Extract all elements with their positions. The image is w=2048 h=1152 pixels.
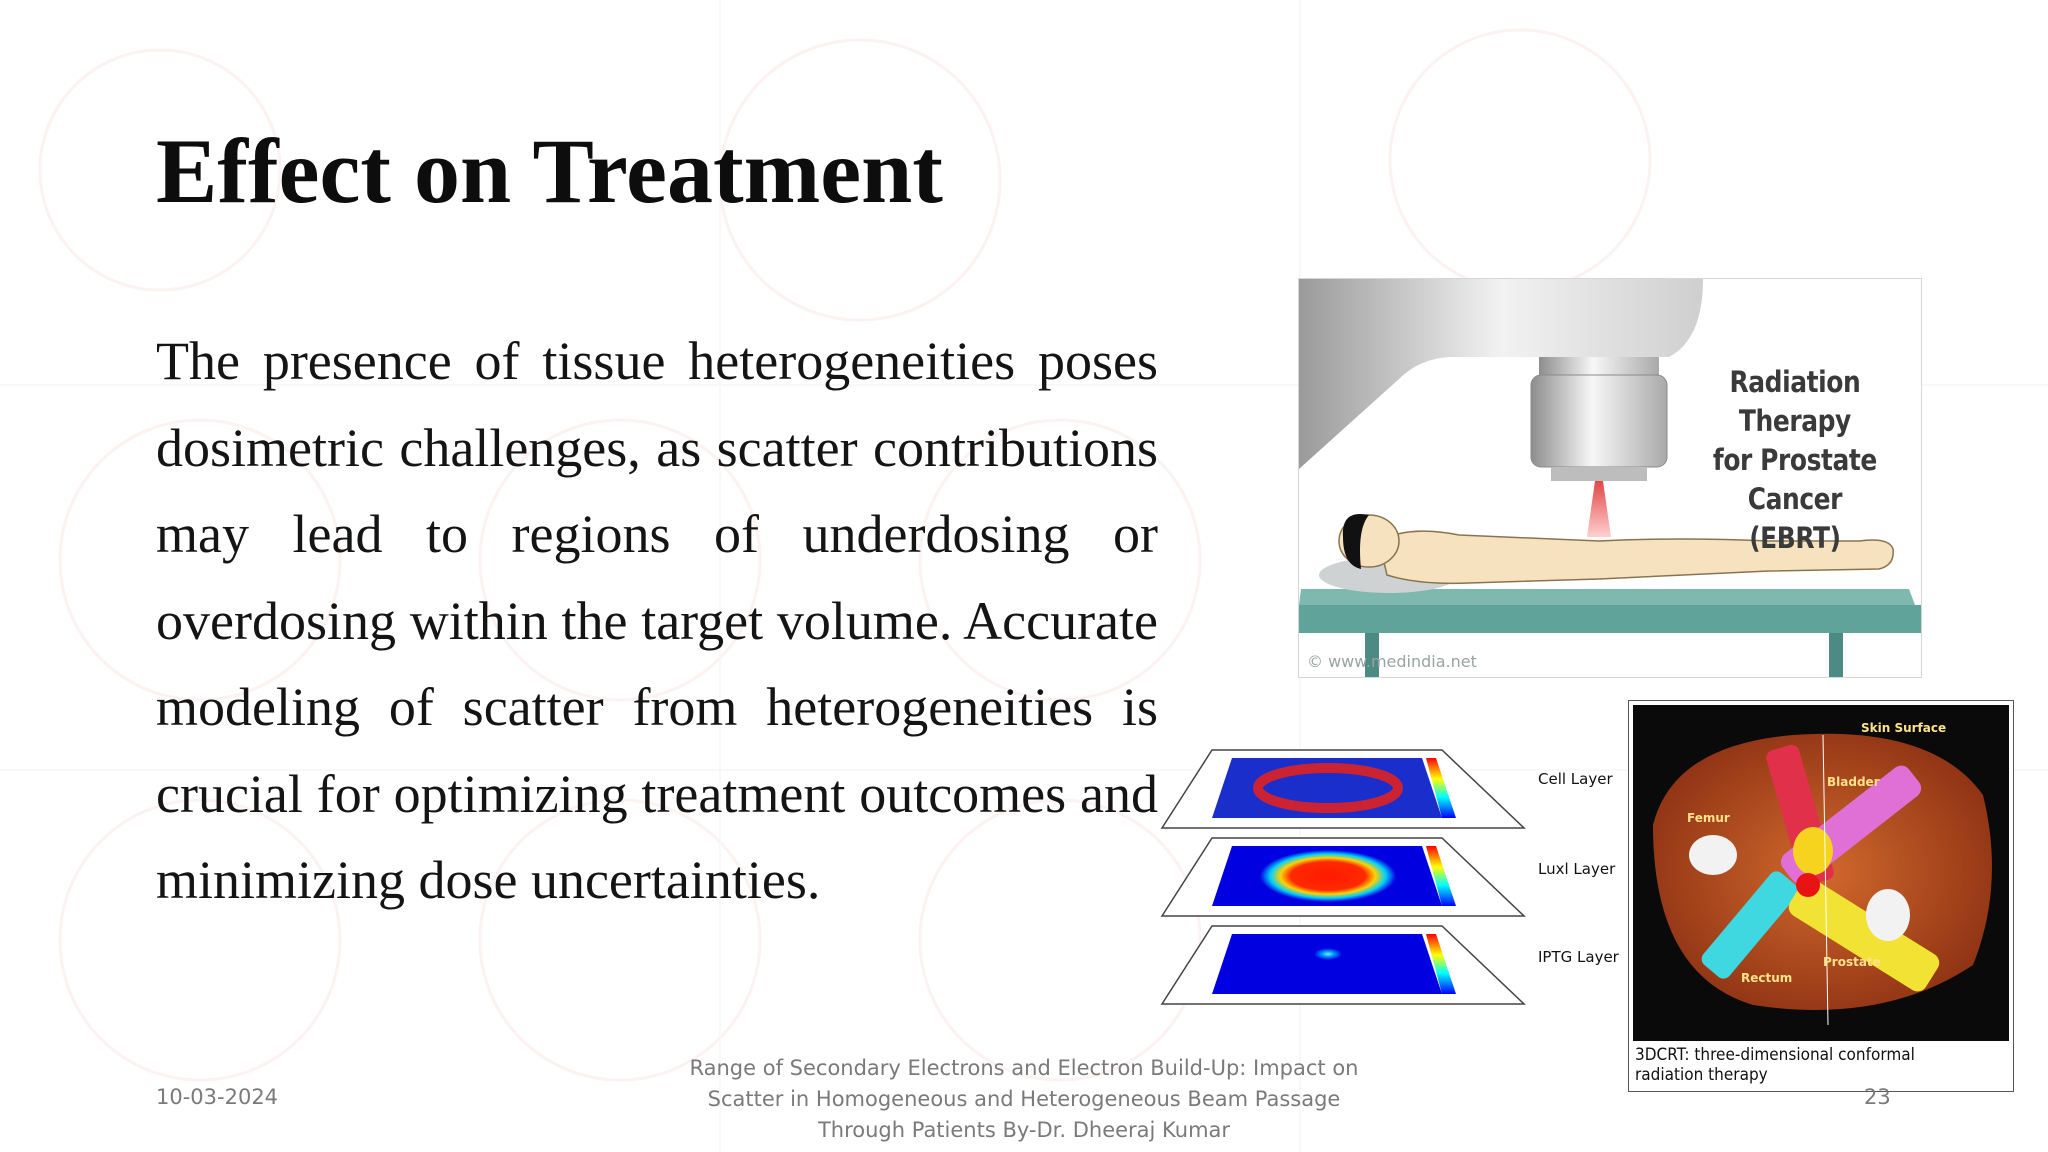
slide-title: Effect on Treatment — [156, 120, 943, 222]
organ-label-femur: Femur — [1687, 811, 1730, 825]
footer-date: 10-03-2024 — [156, 1085, 279, 1109]
body-paragraph: The presence of tissue heterogeneities poses dosimetric challenges, as scatter contributions may lead to regions of underdosing or overdosing within the target volume. Accurate modeling of scatter from heterogeneities is crucial for optimizing treatment outcomes and minimizing dose uncertainties. — [156, 331, 1158, 910]
3dcrt-illustration — [1633, 705, 2009, 1041]
footer-line-1: Range of Secondary Electrons and Electron Build-Up: Impact on — [689, 1056, 1359, 1080]
3dcrt-caption: 3DCRT: three-dimensional conformal radiation therapy — [1635, 1045, 1915, 1085]
layer-label-luxl: Luxl Layer — [1538, 860, 1616, 878]
layer-heatmaps-image — [1160, 740, 1620, 1008]
footer-line-2: Scatter in Homogeneous and Heterogeneous Beam Passage — [707, 1087, 1341, 1111]
organ-label-prostate: Prostate — [1823, 955, 1881, 969]
layer-label-iptg: IPTG Layer — [1538, 948, 1619, 966]
3dcrt-render — [1633, 705, 2009, 1041]
3dcrt-image — [1628, 700, 2014, 1092]
organ-label-bladder: Bladder — [1827, 775, 1880, 789]
image-watermark: © www.medindia.net — [1307, 652, 1477, 671]
layer-label-cell: Cell Layer — [1538, 770, 1613, 788]
caption-line-1: Radiation Therapy — [1729, 365, 1861, 438]
footer-line-3: Through Patients By-Dr. Dheeraj Kumar — [817, 1118, 1231, 1142]
slide-number: 23 — [1864, 1085, 1891, 1109]
organ-label-rectum: Rectum — [1741, 971, 1793, 985]
footer-citation — [680, 1053, 1368, 1146]
caption-line-3: (EBRT) — [1749, 521, 1841, 555]
organ-label-skin: Skin Surface — [1861, 721, 1947, 735]
caption-line-2: for Prostate Cancer — [1712, 443, 1877, 516]
radiation-therapy-caption — [1679, 363, 1911, 558]
radiation-therapy-image — [1298, 278, 1922, 678]
